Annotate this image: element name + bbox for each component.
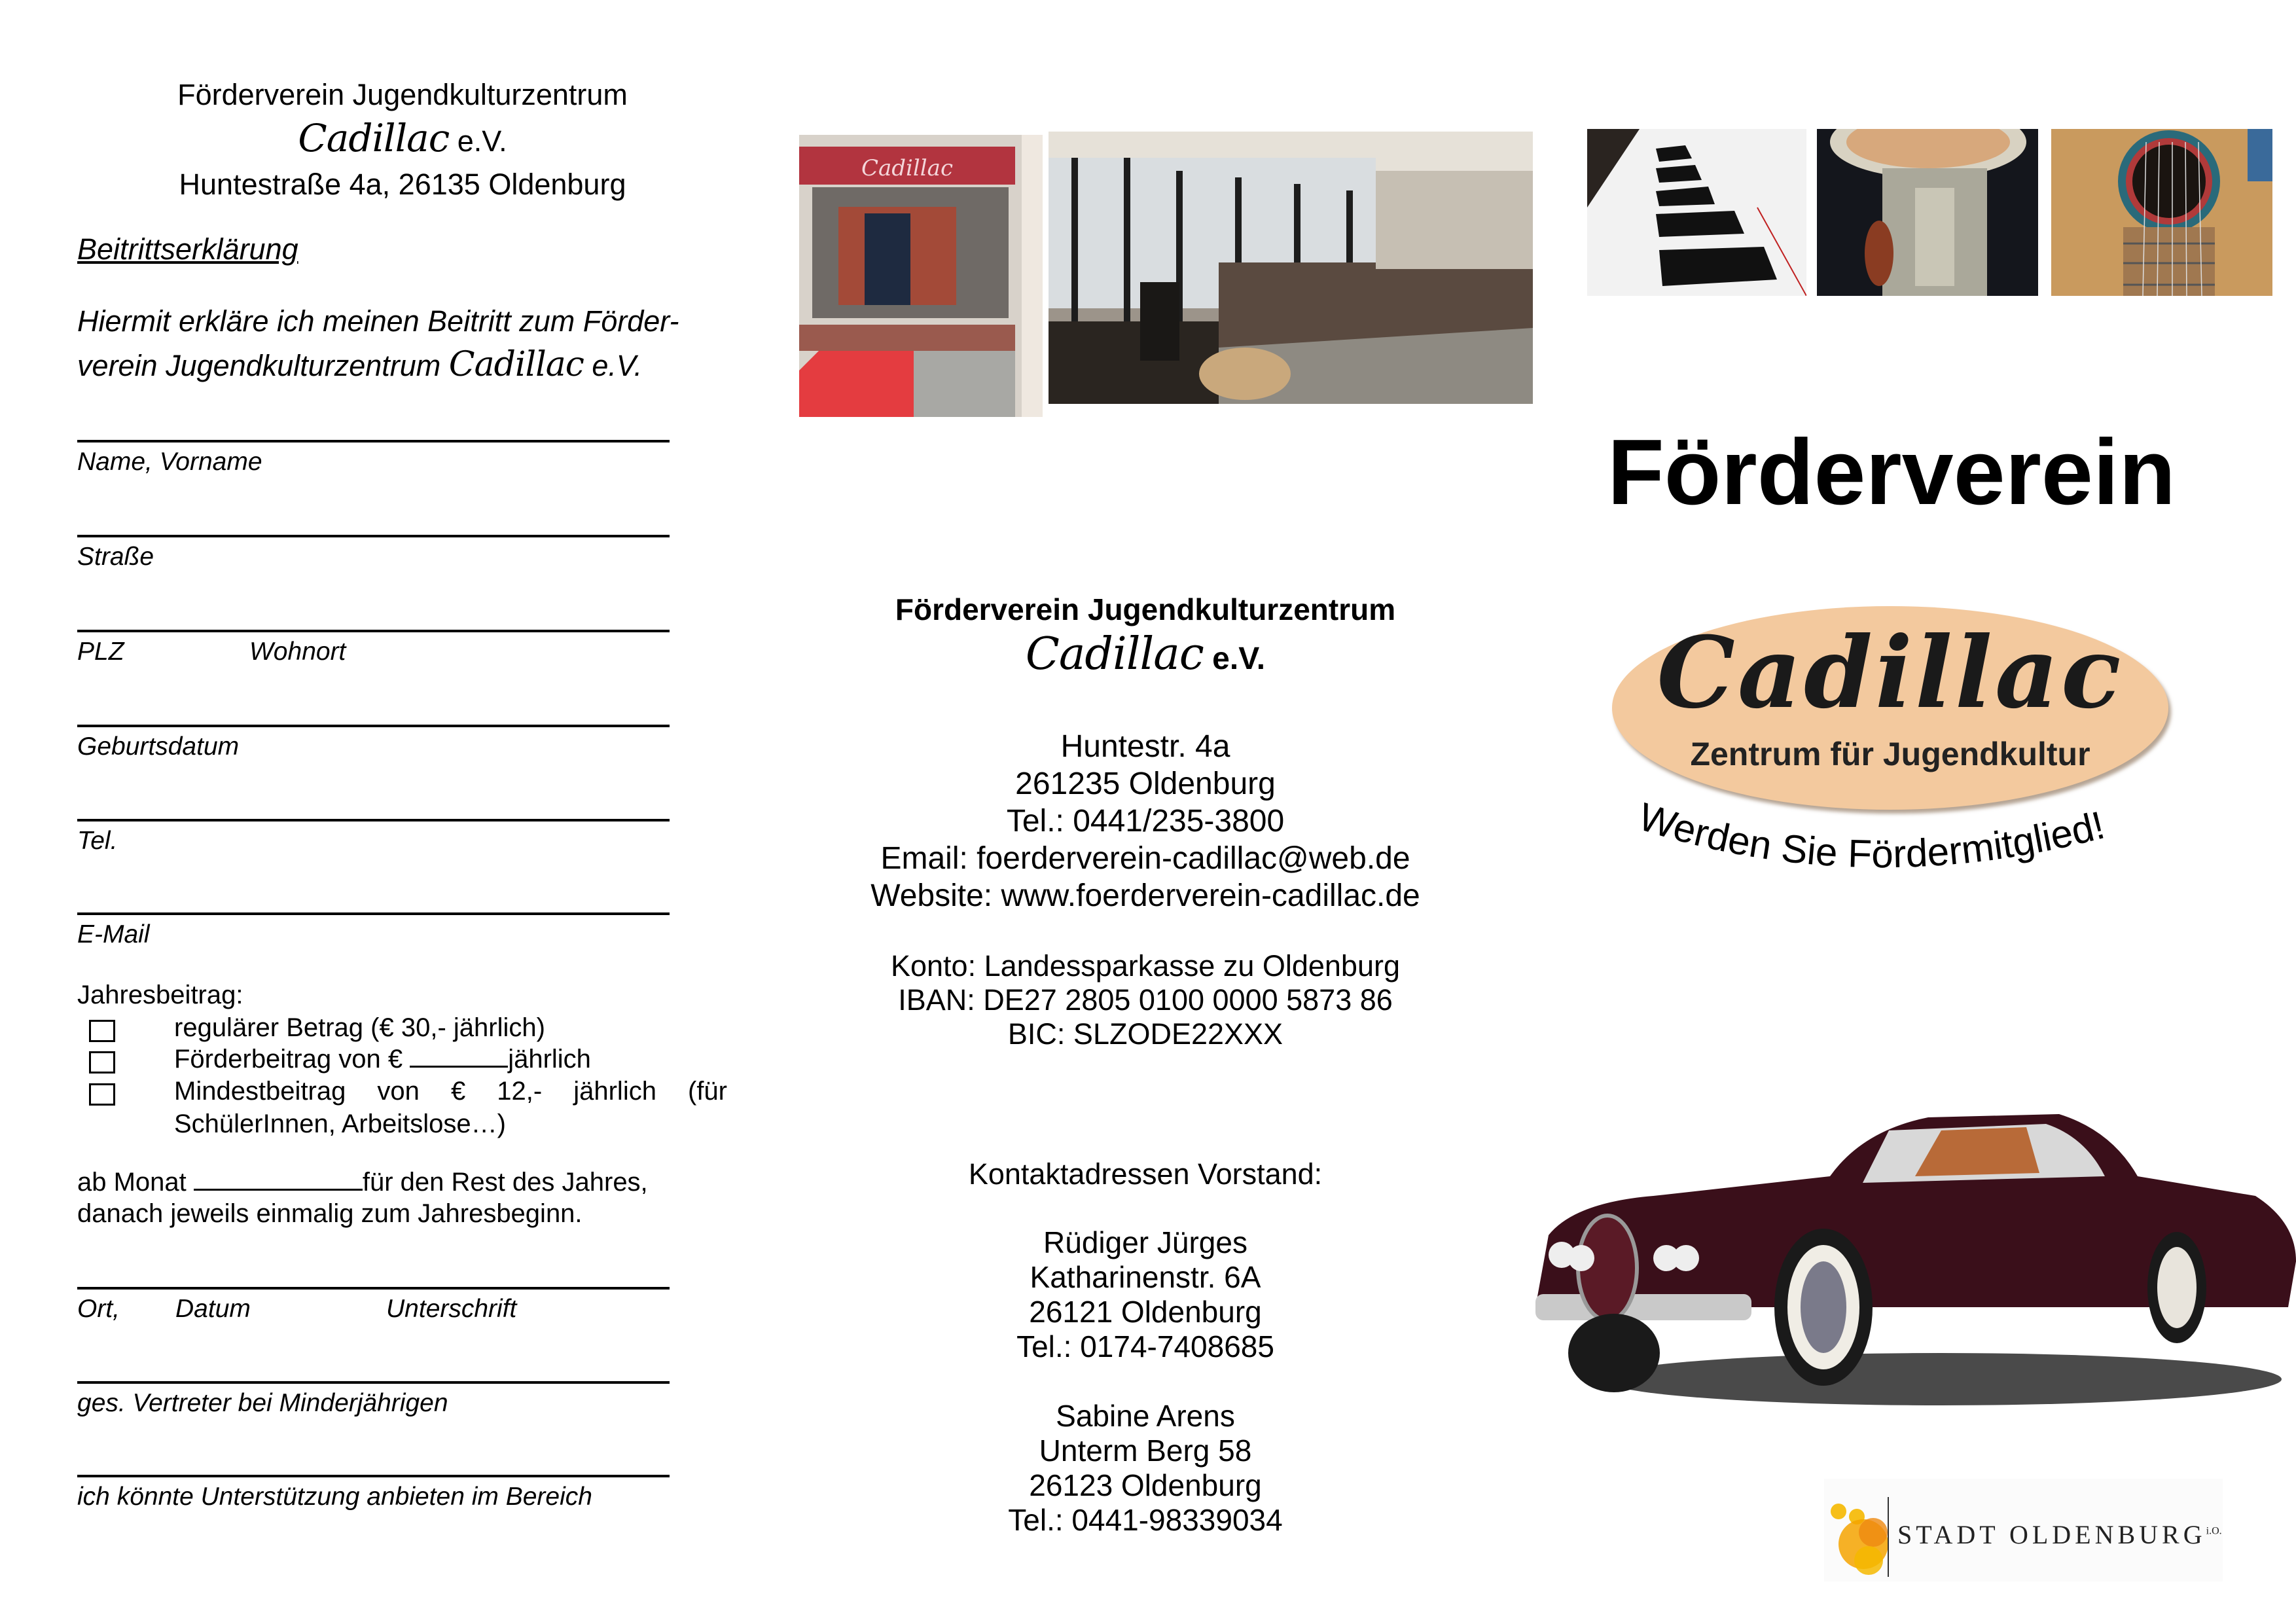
contact-street: Unterm Berg 58	[1039, 1434, 1252, 1468]
declaration-text: Hiermit erkläre ich meinen Beitritt zum Förder- verein Jugendkulturzentrum Cadillac e.V.	[77, 304, 679, 384]
phone-label: Tel.	[77, 827, 118, 855]
plz-city-input-line[interactable]	[77, 630, 670, 632]
contact-phone: Tel.: 0441-98339034	[1008, 1503, 1283, 1537]
guardian-label: ges. Vertreter bei Minderjährigen	[77, 1389, 448, 1417]
contact-name: Rüdiger Jürges	[1043, 1225, 1247, 1259]
checkbox-regular[interactable]	[89, 1020, 115, 1042]
guitar-image-icon	[2051, 129, 2272, 296]
city: 261235 Oldenburg	[1015, 767, 1276, 801]
form-title: Beitrittserklärung	[77, 232, 298, 266]
date-label: Datum	[175, 1295, 251, 1323]
fee-option-regular[interactable]	[89, 1015, 115, 1042]
bank-info	[818, 949, 1473, 1051]
stadt-oldenburg-text: STADT $OLDENBURG^{i.O.}$	[1897, 1520, 2222, 1549]
org-name-line: Förderverein Jugendkulturzentrum	[177, 78, 628, 111]
start-month-text: ab Monat für den Rest des Jahres, danach jeweils einmalig zum Jahresbeginn.	[77, 1168, 648, 1228]
piano-photo	[1587, 129, 1806, 296]
slogan-curved-text	[1610, 795, 2186, 907]
saxophone-image-icon	[1817, 129, 2038, 296]
email-link[interactable]: Email: foerderverein-cadillac@web.de	[880, 841, 1410, 876]
contact-phone: Tel.: 0174-7408685	[1016, 1329, 1274, 1363]
phone: Tel.: 0441/235-3800	[1006, 804, 1285, 839]
birthdate-input-line[interactable]	[77, 725, 670, 727]
contact-name: Sabine Arens	[1056, 1399, 1235, 1433]
iban: IBAN: DE27 2805 0100 0000 5873 86	[898, 983, 1393, 1017]
contact-city: 26123 Oldenburg	[1029, 1468, 1262, 1502]
org-address-block	[818, 728, 1473, 914]
signature-label: Unterschrift	[386, 1295, 517, 1323]
bank-name: Konto: Landessparkasse zu Oldenburg	[890, 949, 1400, 983]
phone-input-line[interactable]	[77, 819, 670, 821]
place-label: Ort,	[77, 1295, 120, 1323]
street-input-line[interactable]	[77, 535, 670, 537]
interior-photo	[1049, 132, 1533, 404]
fee-option-regular-label: regulärer Betrag (€ 30,- jährlich)	[174, 1013, 545, 1042]
fee-option-minimum[interactable]	[89, 1078, 115, 1106]
car-image-icon	[1522, 1091, 2296, 1406]
birthdate-label: Geburtsdatum	[77, 732, 240, 761]
svg-text:Cadillac: Cadillac	[861, 155, 953, 181]
entrance-image-icon	[799, 135, 1043, 417]
org-info: Förderverein Jugendkulturzentrum Cadillac e.V.	[818, 591, 1473, 685]
entrance-photo	[799, 135, 1043, 417]
saxophone-photo	[1817, 129, 2038, 296]
interior-image-icon	[1049, 132, 1533, 404]
email-input-line[interactable]	[77, 912, 670, 915]
cadillac-script: Cadillac	[1025, 628, 1204, 680]
guitar-photo	[2051, 129, 2272, 296]
classic-car-photo	[1522, 1091, 2296, 1406]
fee-option-minimum-label-2: SchülerInnen, Arbeitslose…)	[174, 1110, 506, 1138]
svg-text:Werden Sie Fördermitglied!: Werden Sie Fördermitglied!	[1634, 795, 2109, 876]
contacts-title: Kontaktadressen Vorstand:	[968, 1157, 1323, 1191]
cadillac-logo-subtitle: Zentrum für Jugendkultur	[1690, 736, 2090, 772]
fee-option-minimum-label-1: Mindestbeitrag von € 12,- jährlich (für	[174, 1077, 727, 1106]
org-name-script-line: Cadillac e.V.	[298, 116, 507, 160]
contact-1	[818, 1225, 1473, 1364]
name-label: Name, Vorname	[77, 448, 262, 476]
plz-label: PLZ	[77, 638, 124, 666]
custom-amount-blank[interactable]	[410, 1066, 508, 1068]
org-address: Huntestraße 4a, 26135 Oldenburg	[179, 168, 626, 201]
stadt-oldenburg-logo	[1824, 1479, 2223, 1581]
contact-2	[818, 1399, 1473, 1538]
bic: BIC: SLZODE22XXX	[1007, 1017, 1283, 1051]
fee-option-custom[interactable]	[89, 1046, 115, 1074]
name-input-line[interactable]	[77, 440, 670, 442]
contact-city: 26121 Oldenburg	[1029, 1295, 1262, 1329]
contact-street: Katharinenstr. 6A	[1030, 1260, 1261, 1294]
month-blank[interactable]	[194, 1189, 363, 1191]
checkbox-minimum[interactable]	[89, 1083, 115, 1106]
website-link[interactable]: Website: www.foerderverein-cadillac.de	[870, 878, 1420, 913]
fee-title: Jahresbeitrag:	[77, 981, 243, 1009]
left-header	[105, 73, 700, 206]
checkbox-custom[interactable]	[89, 1051, 115, 1074]
fee-option-custom-label: Förderbeitrag von € jährlich	[174, 1045, 591, 1074]
cadillac-logo-script: Cadillac	[1657, 615, 2124, 731]
street-label: Straße	[77, 543, 154, 571]
org-title: Förderverein Jugendkulturzentrum	[895, 592, 1396, 626]
place-date-signature-line[interactable]	[77, 1287, 670, 1290]
support-area-label: ich könnte Unterstützung anbieten im Bereich	[77, 1483, 592, 1511]
page-title: Förderverein	[1607, 420, 2176, 524]
support-area-line[interactable]	[77, 1475, 670, 1477]
guardian-line[interactable]	[77, 1381, 670, 1384]
piano-image-icon	[1587, 129, 1806, 296]
cadillac-script: Cadillac	[448, 345, 584, 384]
street: Huntestr. 4a	[1060, 729, 1230, 764]
email-label: E-Mail	[77, 920, 150, 948]
cadillac-script: Cadillac	[298, 116, 450, 160]
city-label: Wohnort	[249, 638, 346, 666]
